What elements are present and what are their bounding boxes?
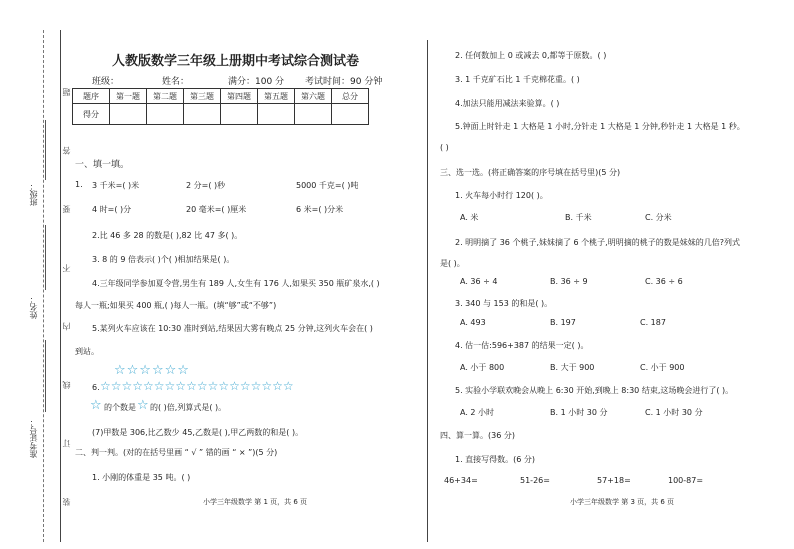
choice-q3: 3. 340 与 153 的和是( )。: [455, 299, 553, 308]
judge-q3: 3. 1 千克矿石比 1 千克棉花重。( ): [455, 75, 580, 84]
q1-item-e: 20 毫米=( )厘米: [186, 205, 247, 214]
column-divider: [427, 40, 428, 542]
sidebar-name-label: 姓名：: [29, 295, 38, 319]
sidebar-exam-no-blank[interactable]: [45, 340, 46, 412]
q6-number: 6.: [92, 383, 100, 392]
calc-item[interactable]: 46+34=: [444, 476, 478, 485]
section-calc-title: 四、算一算。(36 分): [440, 431, 515, 440]
choice-q4-option-a[interactable]: A. 小于 800: [460, 363, 505, 372]
score-cell[interactable]: [295, 104, 332, 125]
seal-dashed-line-outer: [43, 30, 44, 542]
calc-item[interactable]: 51-26=: [520, 476, 550, 485]
seal-text: 装 订 线 内 不 要 答 题: [62, 64, 71, 506]
score-cell[interactable]: [258, 104, 295, 125]
info-full-score: 满分：100 分: [228, 77, 285, 87]
choice-q2-line2: 是( )。: [440, 259, 465, 268]
q6-text-2: 的( )倍,列算式是( )。: [150, 403, 227, 412]
section-fill-title: 一、填一填。: [75, 160, 130, 170]
q1-item-a: 3 千米=( )米: [92, 181, 140, 190]
q6-stars-row2: ☆☆☆☆☆☆☆☆☆☆☆☆☆☆☆☆☆☆: [100, 379, 294, 393]
table-header-cell: 第一题: [110, 89, 147, 104]
choice-q1-option-a[interactable]: A. 米: [460, 213, 479, 222]
table-row: [73, 89, 369, 104]
sidebar-exam-no-label: 准考证号：: [29, 418, 38, 458]
q1-item-c: 5000 千克=( )吨: [296, 181, 359, 190]
judge-q4: 4.加法只能用减法来验算。( ): [455, 99, 560, 108]
choice-q2-option-c[interactable]: C. 36 ÷ 6: [645, 277, 683, 286]
score-table: [72, 88, 369, 125]
choice-q4: 4. 估一估:596+387 的结果一定( )。: [455, 341, 589, 350]
table-header-cell: 第四题: [221, 89, 258, 104]
q1-number: 1.: [75, 180, 83, 189]
q7-text: (7)甲数是 306,比乙数少 45,乙数是( ),甲乙两数的和是( )。: [92, 428, 304, 437]
choice-q1: 1. 火车每小时行 120( )。: [455, 191, 548, 200]
table-header-cell: 第三题: [184, 89, 221, 104]
judge-q1: 1. 小刚的体重是 35 吨。( ): [92, 473, 191, 482]
choice-q2-option-b[interactable]: B. 36 ÷ 9: [550, 277, 588, 286]
calc-item[interactable]: 100-87=: [668, 476, 704, 485]
q3-text: 3. 8 的 9 倍表示( )个( )相加结果是( )。: [92, 255, 235, 264]
sidebar-class-blank[interactable]: [45, 120, 46, 180]
q5-text-line2: 到站。: [75, 347, 99, 356]
choice-q3-option-a[interactable]: A. 493: [460, 318, 486, 327]
sidebar-name-blank[interactable]: [45, 225, 46, 290]
page-footer-left: 小学三年级数学 第 1 页，共 6 页: [203, 498, 308, 506]
page-title: 人教版数学三年级上册期中考试综合测试卷: [112, 54, 360, 69]
choice-q5-option-a[interactable]: A. 2 小时: [460, 408, 495, 417]
choice-q4-option-c[interactable]: C. 小于 900: [640, 363, 685, 372]
section-choice-title: 三、选一选。(将正确答案的序号填在括号里)(5 分): [440, 168, 621, 177]
choice-q3-option-c[interactable]: C. 187: [640, 318, 666, 327]
choice-q1-option-b[interactable]: B. 千米: [565, 213, 592, 222]
table-header-cell: 题序: [73, 89, 110, 104]
choice-q2-line1: 2. 明明摘了 36 个桃子,妹妹摘了 6 个桃子,明明摘的桃子的数是妹妹的几倍?列式: [455, 238, 740, 247]
q6-star-icon-a: ☆: [90, 398, 103, 413]
choice-q5-option-c[interactable]: C. 1 小时 30 分: [645, 408, 703, 417]
info-exam-time: 考试时间：90 分钟: [305, 77, 383, 87]
judge-q2: 2. 任何数加上 0 或减去 0,都等于原数。( ): [455, 51, 607, 60]
table-header-cell: 第二题: [147, 89, 184, 104]
choice-q4-option-b[interactable]: B. 大于 900: [550, 363, 595, 372]
sidebar-class-label: 班级：: [29, 182, 38, 206]
choice-q1-option-c[interactable]: C. 分米: [645, 213, 672, 222]
choice-q5: 5. 实验小学联欢晚会从晚上 6:30 开始,到晚上 8:30 结束,这场晚会进行了( )。: [455, 386, 734, 395]
q6-text-1: 的个数是: [104, 403, 136, 412]
choice-q5-option-b[interactable]: B. 1 小时 30 分: [550, 408, 608, 417]
table-header-cell: 第五题: [258, 89, 295, 104]
q2-text: 2.比 46 多 28 的数是( ),82 比 47 多( )。: [92, 231, 243, 240]
choice-q3-option-b[interactable]: B. 197: [550, 318, 576, 327]
choice-q2-option-a[interactable]: A. 36 ÷ 4: [460, 277, 498, 286]
judge-q5-line2: ( ): [440, 143, 449, 152]
calc-subtitle: 1. 直接写得数。(6 分): [455, 455, 536, 464]
info-class: 班级：: [92, 77, 120, 87]
score-cell[interactable]: [184, 104, 221, 125]
info-name: 姓名：: [162, 77, 190, 87]
q4-text-line2: 每人一瓶;如果买 400 瓶,( )每人一瓶。(填“够”或“不够”): [75, 301, 277, 310]
section-judge-title: 二、判一判。(对的在括号里画 “ √ ” 错的画 “ × ”)(5 分): [75, 448, 278, 457]
score-cell[interactable]: [332, 104, 369, 125]
q5-text-line1: 5.某列火车应该在 10:30 准时到站,结果因大雾有晚点 25 分钟,这列火车会在( ): [92, 324, 373, 333]
calc-item[interactable]: 57+18=: [597, 476, 631, 485]
judge-q5-line1: 5.钟面上时针走 1 大格是 1 小时,分针走 1 大格是 1 分钟,秒针走 1 大格是 1 秒。: [455, 122, 745, 131]
table-header-cell: 总分: [332, 89, 369, 104]
score-cell[interactable]: [110, 104, 147, 125]
table-header-cell: 第六题: [295, 89, 332, 104]
score-cell[interactable]: [147, 104, 184, 125]
q4-text-line1: 4.三年级同学参加夏令营,男生有 189 人,女生有 176 人,如果买 350 瓶矿泉水,( ): [92, 279, 380, 288]
page-footer-right: 小学三年级数学 第 3 页，共 6 页: [570, 498, 675, 506]
q6-star-icon-b: ☆: [137, 398, 150, 413]
score-cell[interactable]: [221, 104, 258, 125]
q1-item-b: 2 分=( )秒: [186, 181, 226, 190]
q1-item-f: 6 米=( )分米: [296, 205, 344, 214]
q6-stars-row1: ☆☆☆☆☆☆: [114, 363, 190, 378]
table-row-label: 得分: [73, 104, 110, 125]
q1-item-d: 4 时=( )分: [92, 205, 132, 214]
table-row: [73, 104, 369, 125]
